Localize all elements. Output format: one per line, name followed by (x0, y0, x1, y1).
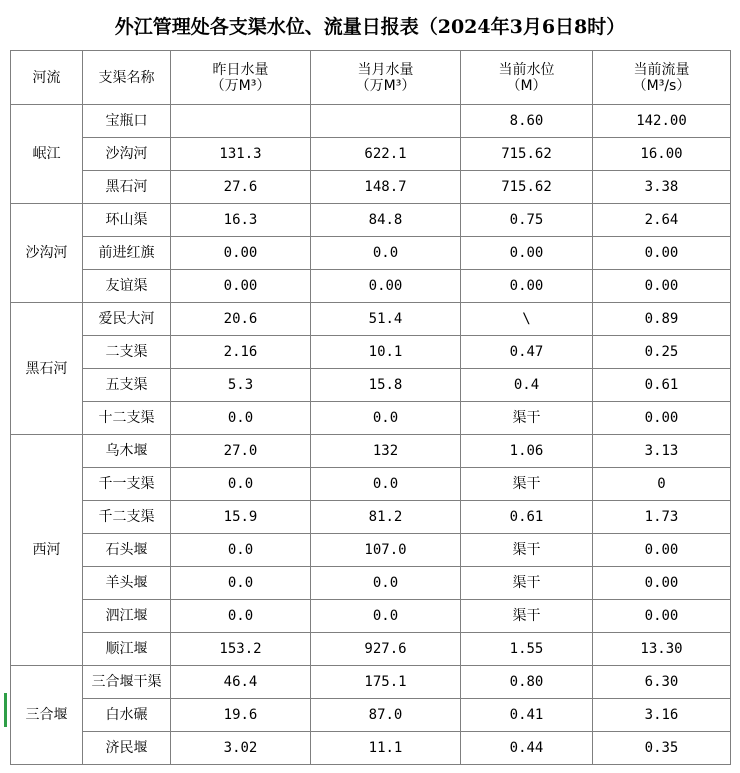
yesterday-volume-cell[interactable]: 27.6 (171, 171, 311, 204)
table-row (11, 633, 731, 666)
flow-rate-cell[interactable]: 0.35 (593, 732, 731, 765)
table-row (11, 369, 731, 402)
table-row (11, 237, 731, 270)
month-volume-cell[interactable]: 0.0 (311, 567, 461, 600)
water-level-cell[interactable]: 8.60 (461, 105, 593, 138)
month-volume-cell[interactable]: 0.0 (311, 402, 461, 435)
water-level-cell[interactable]: 渠干 (461, 567, 593, 600)
yesterday-volume-cell[interactable]: 2.16 (171, 336, 311, 369)
flow-rate-cell[interactable]: 0.00 (593, 270, 731, 303)
branch-cell[interactable]: 石头堰 (83, 534, 171, 567)
month-volume-cell[interactable]: 11.1 (311, 732, 461, 765)
table-row (11, 732, 731, 765)
water-level-cell[interactable]: 715.62 (461, 138, 593, 171)
table-row (11, 600, 731, 633)
branch-cell[interactable]: 前进红旗 (83, 237, 171, 270)
month-volume-cell[interactable]: 0.0 (311, 600, 461, 633)
flow-rate-cell[interactable]: 1.73 (593, 501, 731, 534)
water-level-cell[interactable]: 1.06 (461, 435, 593, 468)
yesterday-volume-cell[interactable]: 0.0 (171, 600, 311, 633)
river-cell[interactable]: 岷江 (11, 105, 83, 204)
yesterday-volume-cell[interactable]: 0.0 (171, 468, 311, 501)
flow-rate-cell[interactable]: 0.89 (593, 303, 731, 336)
yesterday-volume-cell[interactable]: 0.0 (171, 402, 311, 435)
header-level-line1: 当前水位 (498, 61, 555, 78)
month-volume-cell[interactable]: 81.2 (311, 501, 461, 534)
flow-rate-cell[interactable]: 0.00 (593, 600, 731, 633)
table-row (11, 105, 731, 138)
yesterday-volume-cell[interactable]: 15.9 (171, 501, 311, 534)
table-row (11, 270, 731, 303)
month-volume-cell[interactable]: 107.0 (311, 534, 461, 567)
flow-rate-cell[interactable]: 3.13 (593, 435, 731, 468)
header-river[interactable]: 河流 (11, 51, 83, 105)
table-row (11, 468, 731, 501)
month-volume-cell[interactable]: 0.00 (311, 270, 461, 303)
header-month-line2: （万M³） (355, 77, 416, 94)
yesterday-volume-cell[interactable]: 131.3 (171, 138, 311, 171)
report-table (10, 50, 731, 765)
branch-cell[interactable]: 济民堰 (83, 732, 171, 765)
header-flow-line1: 当前流量 (633, 61, 690, 78)
yesterday-volume-cell[interactable]: 0.00 (171, 237, 311, 270)
header-yesterday-line2: （万M³） (210, 77, 271, 94)
month-volume-cell[interactable]: 927.6 (311, 633, 461, 666)
flow-rate-cell[interactable]: 16.00 (593, 138, 731, 171)
flow-rate-cell[interactable]: 2.64 (593, 204, 731, 237)
month-volume-cell[interactable]: 175.1 (311, 666, 461, 699)
month-volume-cell[interactable]: 10.1 (311, 336, 461, 369)
table-row (11, 204, 731, 237)
table-row (11, 138, 731, 171)
river-cell[interactable]: 沙沟河 (11, 204, 83, 303)
table-row (11, 699, 731, 732)
branch-cell[interactable]: 泗江堰 (83, 600, 171, 633)
branch-cell[interactable]: 沙沟河 (83, 138, 171, 171)
water-level-cell[interactable]: 渠干 (461, 402, 593, 435)
water-level-cell[interactable]: 0.75 (461, 204, 593, 237)
header-month[interactable] (311, 51, 461, 105)
water-level-cell[interactable]: 0.80 (461, 666, 593, 699)
flow-rate-cell[interactable]: 0.25 (593, 336, 731, 369)
month-volume-cell[interactable]: 148.7 (311, 171, 461, 204)
header-flow-line2: （M³/s） (632, 77, 691, 94)
river-cell[interactable]: 三合堰 (11, 666, 83, 765)
header-month-line1: 当月水量 (357, 61, 414, 78)
branch-cell[interactable]: 黑石河 (83, 171, 171, 204)
water-level-cell[interactable]: 1.55 (461, 633, 593, 666)
flow-rate-cell[interactable]: 0.61 (593, 369, 731, 402)
yesterday-volume-cell[interactable]: 0.00 (171, 270, 311, 303)
table-row (11, 171, 731, 204)
flow-rate-cell[interactable]: 0.00 (593, 402, 731, 435)
table-row (11, 435, 731, 468)
yesterday-volume-cell[interactable]: 5.3 (171, 369, 311, 402)
header-yesterday[interactable] (171, 51, 311, 105)
branch-cell[interactable]: 五支渠 (83, 369, 171, 402)
yesterday-volume-cell[interactable]: 20.6 (171, 303, 311, 336)
flow-rate-cell[interactable]: 0.00 (593, 534, 731, 567)
branch-cell[interactable]: 千一支渠 (83, 468, 171, 501)
water-level-cell[interactable]: 0.4 (461, 369, 593, 402)
table-row (11, 303, 731, 336)
yesterday-volume-cell[interactable]: 27.0 (171, 435, 311, 468)
flow-rate-cell[interactable]: 142.00 (593, 105, 731, 138)
flow-rate-cell[interactable]: 0 (593, 468, 731, 501)
month-volume-cell[interactable]: 15.8 (311, 369, 461, 402)
river-cell[interactable]: 黑石河 (11, 303, 83, 435)
flow-rate-cell[interactable]: 13.30 (593, 633, 731, 666)
table-row (11, 534, 731, 567)
header-level[interactable] (461, 51, 593, 105)
water-level-cell[interactable]: 0.00 (461, 237, 593, 270)
header-branch[interactable]: 支渠名称 (83, 51, 171, 105)
yesterday-volume-cell[interactable]: 153.2 (171, 633, 311, 666)
branch-cell[interactable]: 环山渠 (83, 204, 171, 237)
water-level-cell[interactable]: 0.47 (461, 336, 593, 369)
yesterday-volume-cell[interactable]: 46.4 (171, 666, 311, 699)
water-level-cell[interactable]: 0.41 (461, 699, 593, 732)
water-level-cell[interactable]: \ (461, 303, 593, 336)
branch-cell[interactable]: 友谊渠 (83, 270, 171, 303)
row-group-marker (4, 693, 7, 727)
branch-cell[interactable]: 千二支渠 (83, 501, 171, 534)
flow-rate-cell[interactable]: 0.00 (593, 237, 731, 270)
month-volume-cell[interactable]: 84.8 (311, 204, 461, 237)
month-volume-cell[interactable]: 0.0 (311, 237, 461, 270)
month-volume-cell[interactable]: 51.4 (311, 303, 461, 336)
branch-cell[interactable]: 爱民大河 (83, 303, 171, 336)
report-title: 外江管理处各支渠水位、流量日报表（2024年3月6日8时） (114, 15, 626, 38)
flow-rate-cell[interactable]: 3.38 (593, 171, 731, 204)
month-volume-cell[interactable]: 87.0 (311, 699, 461, 732)
month-volume-cell[interactable] (311, 105, 461, 138)
water-level-cell[interactable]: 渠干 (461, 534, 593, 567)
month-volume-cell[interactable]: 132 (311, 435, 461, 468)
header-level-line2: （M） (506, 77, 547, 94)
branch-cell[interactable]: 十二支渠 (83, 402, 171, 435)
water-level-cell[interactable]: 0.44 (461, 732, 593, 765)
branch-cell[interactable]: 三合堰干渠 (83, 666, 171, 699)
water-level-cell[interactable]: 0.00 (461, 270, 593, 303)
yesterday-volume-cell[interactable]: 19.6 (171, 699, 311, 732)
yesterday-volume-cell[interactable]: 0.0 (171, 567, 311, 600)
river-cell[interactable]: 西河 (11, 435, 83, 666)
branch-cell[interactable]: 二支渠 (83, 336, 171, 369)
header-row (11, 51, 731, 105)
branch-cell[interactable]: 乌木堰 (83, 435, 171, 468)
header-flow[interactable] (593, 51, 731, 105)
month-volume-cell[interactable]: 0.0 (311, 468, 461, 501)
flow-rate-cell[interactable]: 0.00 (593, 567, 731, 600)
table-row (11, 666, 731, 699)
yesterday-volume-cell[interactable]: 3.02 (171, 732, 311, 765)
flow-rate-cell[interactable]: 6.30 (593, 666, 731, 699)
water-level-cell[interactable]: 0.61 (461, 501, 593, 534)
table-row (11, 336, 731, 369)
month-volume-cell[interactable]: 622.1 (311, 138, 461, 171)
yesterday-volume-cell[interactable]: 16.3 (171, 204, 311, 237)
header-yesterday-line1: 昨日水量 (212, 61, 269, 78)
report-body (11, 105, 731, 765)
water-level-cell[interactable]: 715.62 (461, 171, 593, 204)
branch-cell[interactable]: 宝瓶口 (83, 105, 171, 138)
table-row (11, 567, 731, 600)
flow-rate-cell[interactable]: 3.16 (593, 699, 731, 732)
yesterday-volume-cell[interactable]: 0.0 (171, 534, 311, 567)
table-row (11, 402, 731, 435)
branch-cell[interactable]: 羊头堰 (83, 567, 171, 600)
branch-cell[interactable]: 顺江堰 (83, 633, 171, 666)
table-row (11, 501, 731, 534)
branch-cell[interactable]: 白水碾 (83, 699, 171, 732)
water-level-cell[interactable]: 渠干 (461, 600, 593, 633)
yesterday-volume-cell[interactable] (171, 105, 311, 138)
water-level-cell[interactable]: 渠干 (461, 468, 593, 501)
